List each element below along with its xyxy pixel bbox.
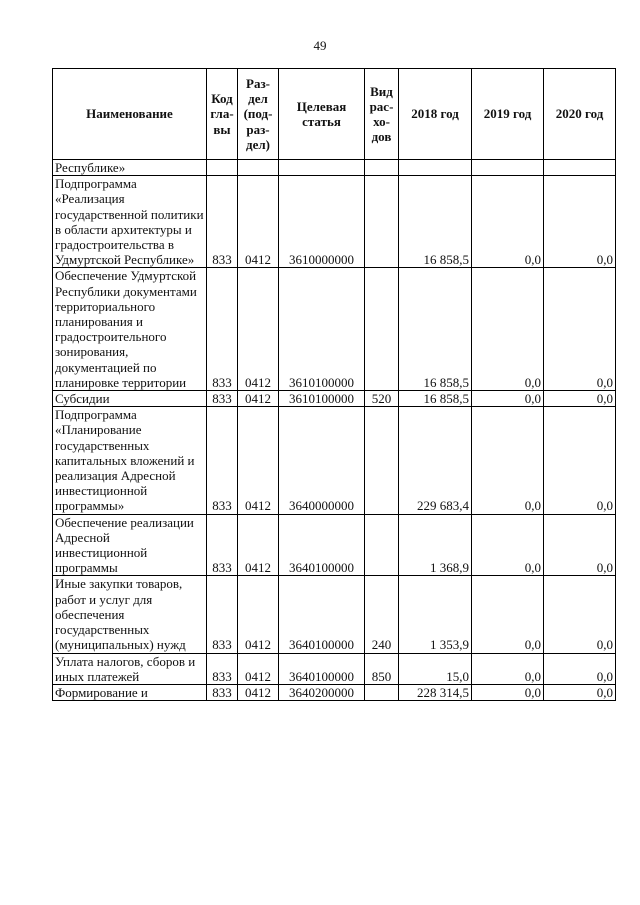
row-2019: 0,0	[472, 268, 544, 391]
header-2018: 2018 год	[399, 69, 472, 160]
budget-table	[52, 68, 616, 701]
row-target: 3640200000	[279, 684, 365, 700]
row-expense	[365, 514, 399, 576]
row-2020: 0,0	[544, 576, 616, 653]
row-2020: 0,0	[544, 514, 616, 576]
row-expense	[365, 176, 399, 268]
row-target	[279, 160, 365, 176]
row-code: 833	[207, 391, 238, 407]
row-2020	[544, 160, 616, 176]
header-target: Целевая статья	[279, 69, 365, 160]
row-section: 0412	[238, 176, 279, 268]
row-2019: 0,0	[472, 684, 544, 700]
table-row	[53, 160, 616, 176]
row-expense	[365, 268, 399, 391]
table-row	[53, 684, 616, 700]
row-2020: 0,0	[544, 176, 616, 268]
row-expense	[365, 160, 399, 176]
row-name: Республике»	[53, 160, 207, 176]
table-row	[53, 407, 616, 514]
row-target: 3640100000	[279, 576, 365, 653]
row-2020: 0,0	[544, 268, 616, 391]
row-target: 3610100000	[279, 391, 365, 407]
row-2019: 0,0	[472, 176, 544, 268]
header-section: Раз-дел (под-раз-дел)	[238, 69, 279, 160]
row-code: 833	[207, 576, 238, 653]
row-name: Уплата налогов, сборов и иных платежей	[53, 653, 207, 684]
row-name: Обеспечение реализации Адресной инвестиционной программы	[53, 514, 207, 576]
header-name: Наименование	[53, 69, 207, 160]
row-expense: 240	[365, 576, 399, 653]
row-section: 0412	[238, 653, 279, 684]
table-row	[53, 391, 616, 407]
row-code	[207, 160, 238, 176]
row-section: 0412	[238, 684, 279, 700]
row-section: 0412	[238, 268, 279, 391]
row-2019: 0,0	[472, 576, 544, 653]
row-expense	[365, 684, 399, 700]
table-row	[53, 653, 616, 684]
page-number: 49	[313, 38, 327, 53]
table-row	[53, 514, 616, 576]
row-2018	[399, 160, 472, 176]
table-header-row	[53, 69, 616, 160]
row-name: Подпрограмма «Планирование государственных капитальных вложений и реализация Адресной инвестиционной программы»	[53, 407, 207, 514]
table-row	[53, 268, 616, 391]
header-2019: 2019 год	[472, 69, 544, 160]
row-code: 833	[207, 407, 238, 514]
row-2018: 15,0	[399, 653, 472, 684]
row-name: Субсидии	[53, 391, 207, 407]
row-expense: 520	[365, 391, 399, 407]
row-2018: 16 858,5	[399, 391, 472, 407]
row-2018: 1 353,9	[399, 576, 472, 653]
row-name: Формирование и	[53, 684, 207, 700]
row-2019: 0,0	[472, 653, 544, 684]
row-target: 3640000000	[279, 407, 365, 514]
header-expense: Вид рас-хо-дов	[365, 69, 399, 160]
row-section: 0412	[238, 391, 279, 407]
row-2019	[472, 160, 544, 176]
row-2018: 16 858,5	[399, 176, 472, 268]
row-expense: 850	[365, 653, 399, 684]
row-code: 833	[207, 514, 238, 576]
row-2018: 228 314,5	[399, 684, 472, 700]
row-code: 833	[207, 653, 238, 684]
row-code: 833	[207, 176, 238, 268]
row-2019: 0,0	[472, 407, 544, 514]
row-2020: 0,0	[544, 684, 616, 700]
row-2020: 0,0	[544, 391, 616, 407]
row-name: Подпрограмма «Реализация государственной политики в области архитектуры и градостроительства в Удмуртской Республике»	[53, 176, 207, 268]
row-2020: 0,0	[544, 653, 616, 684]
row-2020: 0,0	[544, 407, 616, 514]
row-code: 833	[207, 268, 238, 391]
row-target: 3610000000	[279, 176, 365, 268]
header-2020: 2020 год	[544, 69, 616, 160]
row-target: 3640100000	[279, 653, 365, 684]
row-2018: 1 368,9	[399, 514, 472, 576]
row-code: 833	[207, 684, 238, 700]
row-2018: 229 683,4	[399, 407, 472, 514]
row-2019: 0,0	[472, 391, 544, 407]
row-name: Обеспечение Удмуртской Республики документами территориального планирования и градостроительного зонирования, документацией по планировке территории	[53, 268, 207, 391]
row-expense	[365, 407, 399, 514]
row-name: Иные закупки товаров, работ и услуг для обеспечения государственных (муниципальных) нужд	[53, 576, 207, 653]
header-code: Код гла-вы	[207, 69, 238, 160]
row-2018: 16 858,5	[399, 268, 472, 391]
row-2019: 0,0	[472, 514, 544, 576]
row-section: 0412	[238, 576, 279, 653]
row-section: 0412	[238, 514, 279, 576]
row-section	[238, 160, 279, 176]
table-row	[53, 176, 616, 268]
row-target: 3610100000	[279, 268, 365, 391]
row-section: 0412	[238, 407, 279, 514]
row-target: 3640100000	[279, 514, 365, 576]
table-row	[53, 576, 616, 653]
